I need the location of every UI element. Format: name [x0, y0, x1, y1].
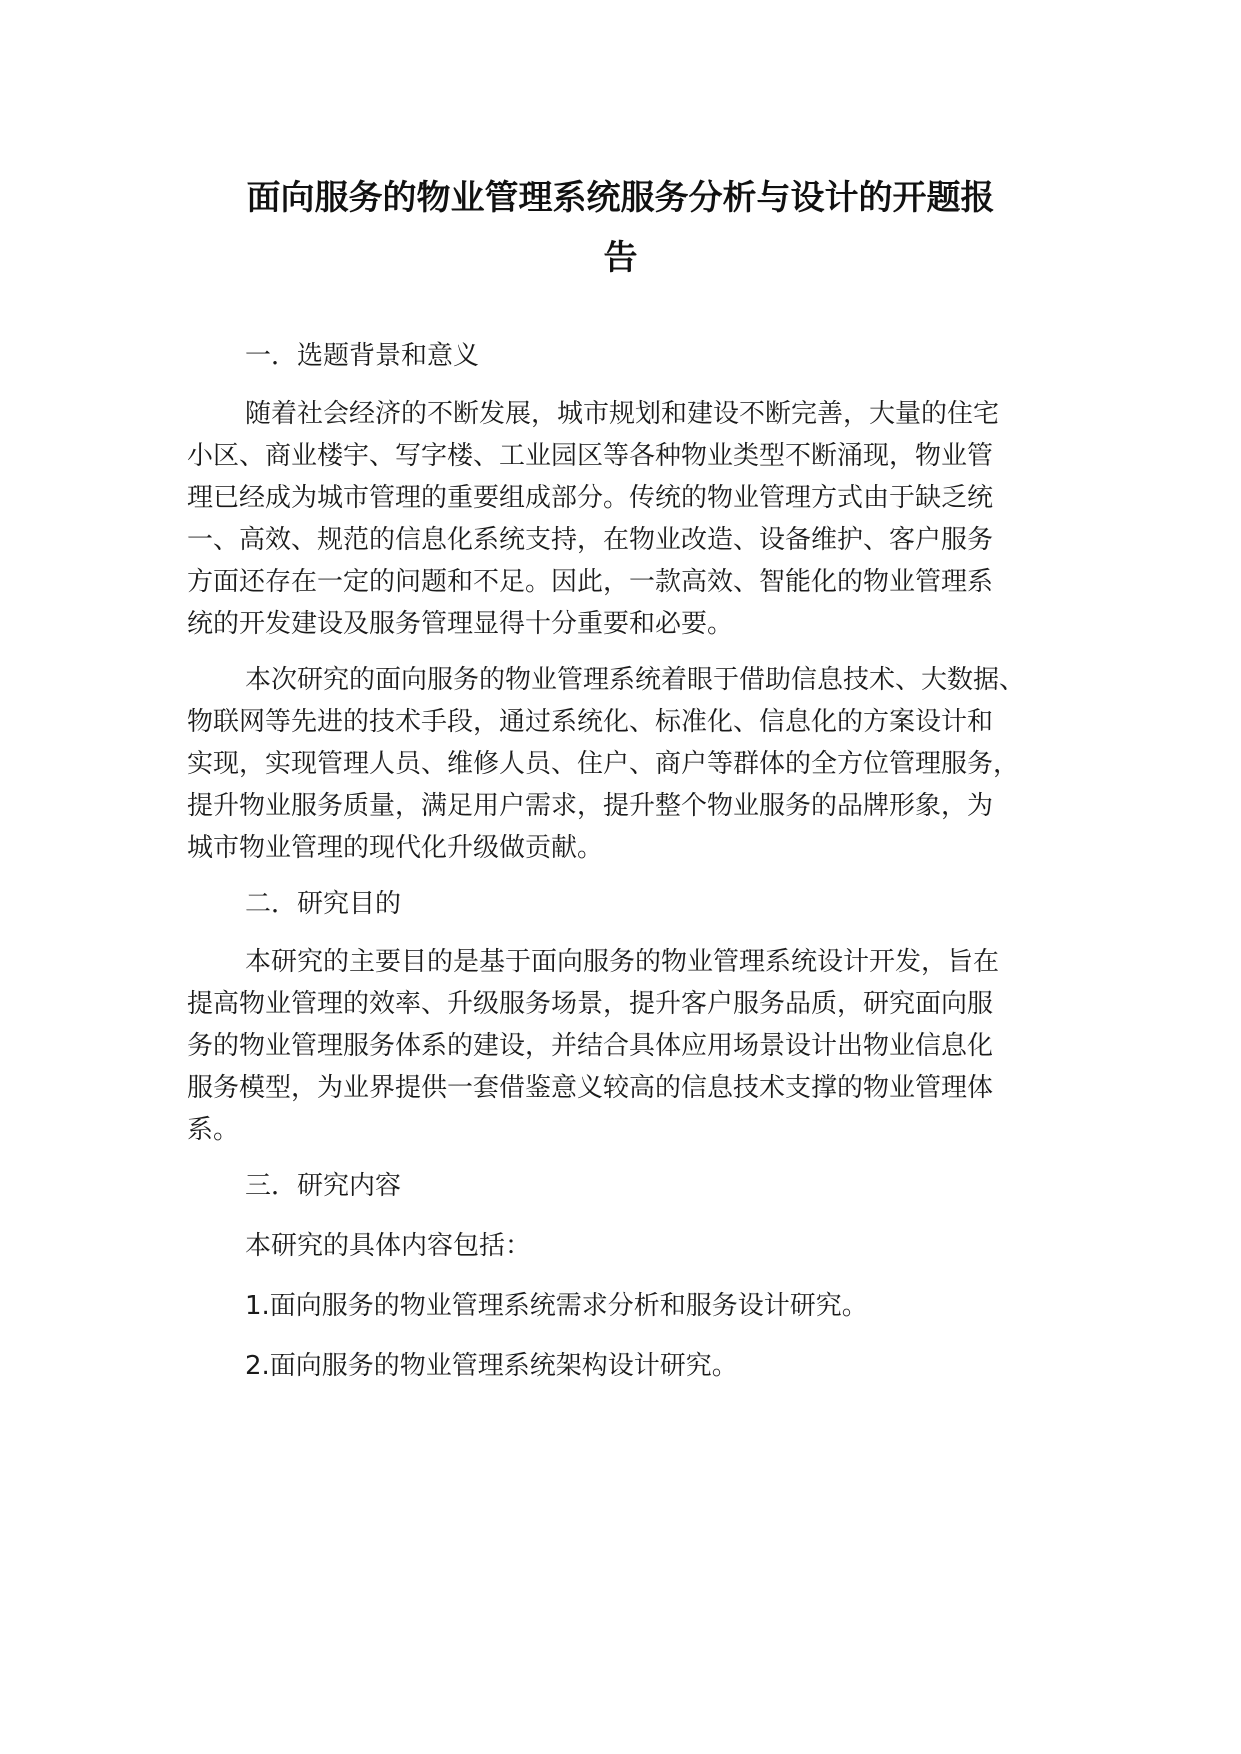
paragraph-line: 随着社会经济的不断发展，城市规划和建设不断完善，大量的住宅	[245, 399, 1000, 429]
paragraph-line: 方面还存在一定的问题和不足。因此，一款高效、智能化的物业管理系	[187, 567, 994, 597]
paragraph-line: 一、高效、规范的信息化系统支持，在物业改造、设备维护、客户服务	[187, 525, 994, 555]
document-title-line-1: 面向服务的物业管理系统服务分析与设计的开题报	[246, 178, 995, 218]
paragraph-line: 小区、商业楼宇、写字楼、工业园区等各种物业类型不断涌现，物业管	[187, 441, 994, 471]
section-heading-purpose: 二．研究目的	[245, 889, 402, 919]
paragraph-line: 提升物业服务质量，满足用户需求，提升整个物业服务的品牌形象，为	[187, 791, 994, 821]
section-heading-content: 三．研究内容	[245, 1171, 402, 1201]
paragraph-line: 提高物业管理的效率、升级服务场景，提升客户服务品质，研究面向服	[187, 989, 994, 1019]
paragraph-line: 物联网等先进的技术手段，通过系统化、标准化、信息化的方案设计和	[187, 707, 994, 737]
section-heading-background: 一．选题背景和意义	[245, 341, 480, 371]
content-list-item: 2.面向服务的物业管理系统架构设计研究。	[245, 1351, 738, 1381]
paragraph-line: 服务模型，为业界提供一套借鉴意义较高的信息技术支撑的物业管理体	[187, 1073, 994, 1103]
paragraph-line: 系。	[187, 1115, 240, 1145]
paragraph-line: 理已经成为城市管理的重要组成部分。传统的物业管理方式由于缺乏统	[187, 483, 994, 513]
paragraph-line: 统的开发建设及服务管理显得十分重要和必要。	[187, 609, 734, 639]
paragraph-line: 本次研究的面向服务的物业管理系统着眼于借助信息技术、大数据、	[245, 665, 1026, 695]
paragraph-line: 实现，实现管理人员、维修人员、住户、商户等群体的全方位管理服务，	[187, 749, 1020, 779]
content-intro: 本研究的具体内容包括：	[245, 1231, 532, 1261]
document-title-line-2: 告	[603, 238, 638, 278]
content-list-item: 1.面向服务的物业管理系统需求分析和服务设计研究。	[245, 1291, 868, 1321]
paragraph-line: 本研究的主要目的是基于面向服务的物业管理系统设计开发，旨在	[245, 947, 1000, 977]
paragraph-line: 务的物业管理服务体系的建设，并结合具体应用场景设计出物业信息化	[187, 1031, 994, 1061]
paragraph-line: 城市物业管理的现代化升级做贡献。	[187, 833, 604, 863]
